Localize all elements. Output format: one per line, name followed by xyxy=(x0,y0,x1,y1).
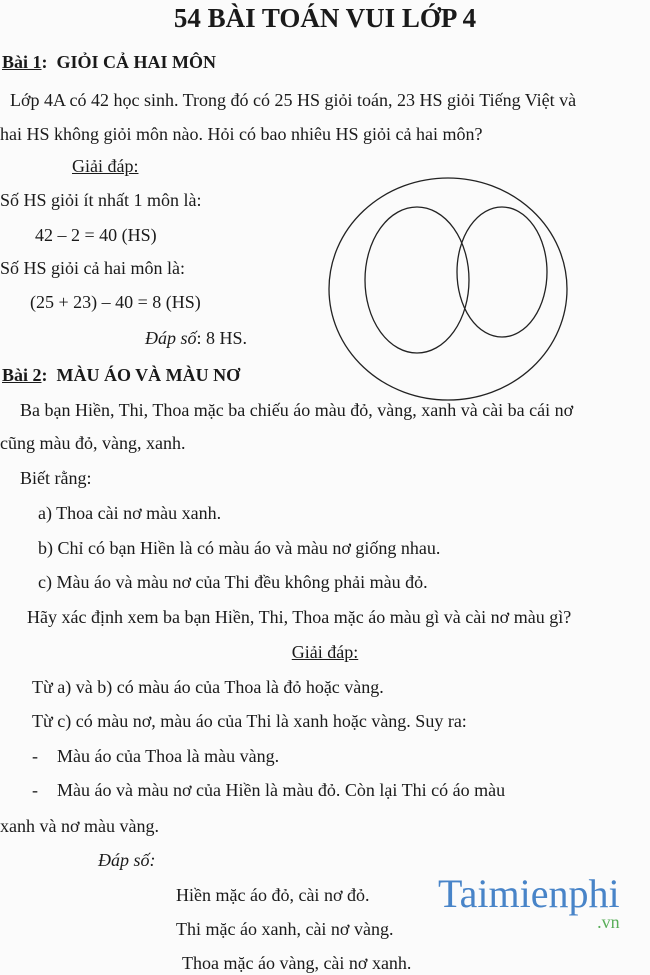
answer-value: : 8 HS. xyxy=(196,328,248,348)
taimienphi-logo xyxy=(438,871,620,932)
bullet-marker: - xyxy=(32,746,38,766)
answer-line: Thi mặc áo xanh, cài nơ vàng. xyxy=(176,919,394,939)
venn-set-math xyxy=(365,207,469,353)
solution-step: Số HS giỏi ít nhất 1 môn là: xyxy=(0,190,202,210)
solution-step: (25 + 23) – 40 = 8 (HS) xyxy=(30,292,201,312)
problem-1-label: Bài 1 xyxy=(2,52,42,72)
solution-label: Giải đáp: xyxy=(72,156,139,176)
answer-label: Đáp số xyxy=(145,328,197,348)
solution-label: Giải đáp: xyxy=(291,642,359,662)
problem-2-heading: Bài 2: MÀU ÁO VÀ MÀU NƠ xyxy=(2,365,241,385)
problem-1-title: GIỎI CẢ HAI MÔN xyxy=(56,52,217,72)
answer-label-text: Đáp số: xyxy=(98,850,156,870)
known-label: Biết rằng: xyxy=(20,468,92,488)
problem-2-title: MÀU ÁO VÀ MÀU NƠ xyxy=(56,365,241,385)
problem-text: Lớp 4A có 42 học sinh. Trong đó có 25 HS giỏi toán, 23 HS giỏi Tiếng Việt và xyxy=(10,90,577,110)
solution-text: Từ c) có màu nơ, màu áo của Thi là xanh hoặc vàng. Suy ra: xyxy=(32,711,467,731)
bullet-item: Màu áo của Thoa là màu vàng. xyxy=(57,746,280,766)
logo-domain: .vn xyxy=(597,912,620,932)
solution-step: Số HS giỏi cả hai môn là: xyxy=(0,258,185,278)
logo-letter-icon: T xyxy=(438,871,460,916)
bullet-marker: - xyxy=(32,780,38,800)
venn-outer-set xyxy=(329,178,567,400)
bullet-continuation: xanh và nơ màu vàng. xyxy=(0,816,159,836)
bullet-item: Màu áo và màu nơ của Hiền là màu đỏ. Còn lại Thi có áo màu xyxy=(57,780,506,800)
condition: c) Màu áo và màu nơ của Thi đều không phải màu đỏ. xyxy=(38,572,428,592)
problem-text: hai HS không giỏi môn nào. Hỏi có bao nhiêu HS giỏi cả hai môn? xyxy=(0,124,483,144)
logo-brand: aimienphi xyxy=(459,871,620,916)
solution-text: Từ a) và b) có màu áo của Thoa là đỏ hoặc vàng. xyxy=(32,677,384,697)
problem-1-heading: Bài 1: GIỎI CẢ HAI MÔN xyxy=(2,52,217,72)
page-title: 54 BÀI TOÁN VUI LỚP 4 xyxy=(173,3,477,33)
question: Hãy xác định xem ba bạn Hiền, Thi, Thoa mặc áo màu gì và cài nơ màu gì? xyxy=(27,607,572,627)
venn-set-vietnamese xyxy=(457,207,547,337)
problem-text: Ba bạn Hiền, Thi, Thoa mặc ba chiếu áo màu đỏ, vàng, xanh và cài ba cái nơ xyxy=(20,400,574,420)
answer-line: Hiền mặc áo đỏ, cài nơ đỏ. xyxy=(176,885,370,905)
condition: b) Chỉ có bạn Hiền là có màu áo và màu nơ giống nhau. xyxy=(38,538,441,558)
problem-2-label: Bài 2 xyxy=(2,365,42,385)
answer-label xyxy=(98,848,156,872)
solution-step: 42 – 2 = 40 (HS) xyxy=(35,225,157,245)
condition: a) Thoa cài nơ màu xanh. xyxy=(38,503,222,523)
problem-text: cũng màu đỏ, vàng, xanh. xyxy=(0,433,186,453)
answer-line: Thoa mặc áo vàng, cài nơ xanh. xyxy=(182,953,412,973)
